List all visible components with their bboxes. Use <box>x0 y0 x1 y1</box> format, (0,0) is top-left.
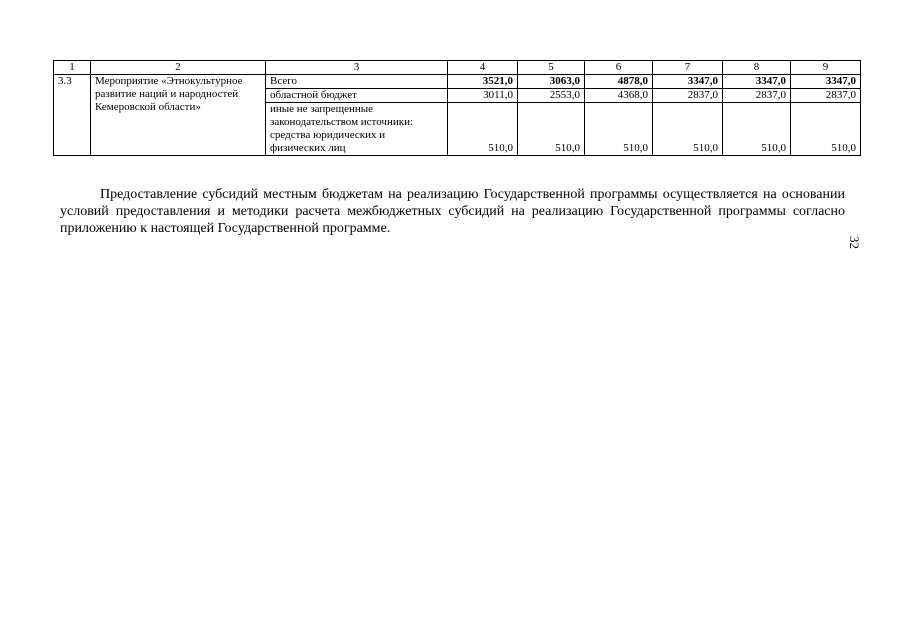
header-cell: 4 <box>448 61 518 75</box>
funding-source-cell: Всего <box>266 75 448 89</box>
value-cell: 2837,0 <box>653 89 723 103</box>
value-cell: 2553,0 <box>518 89 585 103</box>
value-cell: 3521,0 <box>448 75 518 89</box>
header-cell: 2 <box>91 61 266 75</box>
value-cell: 510,0 <box>448 103 518 156</box>
funding-source-cell: областной бюджет <box>266 89 448 103</box>
value-cell: 4878,0 <box>585 75 653 89</box>
event-name-cell: Мероприятие «Этнокультурное развитие наций и народностей Кемеровской области» <box>91 75 266 156</box>
value-cell: 3347,0 <box>723 75 791 89</box>
value-cell: 510,0 <box>653 103 723 156</box>
header-cell: 6 <box>585 61 653 75</box>
value-cell: 510,0 <box>791 103 861 156</box>
table-row-total <box>54 75 861 89</box>
value-cell: 3347,0 <box>791 75 861 89</box>
value-cell: 2837,0 <box>791 89 861 103</box>
header-cell: 3 <box>266 61 448 75</box>
value-cell: 4368,0 <box>585 89 653 103</box>
value-cell: 510,0 <box>585 103 653 156</box>
funding-source-cell: иные не запрещенные законодательством источники: средства юридических и физических лиц <box>266 103 448 156</box>
body-paragraph: Предоставление субсидий местным бюджетам на реализацию Государственной программы осуществляется на основании условий предоставления и методики расчета межбюджетных субсидий на реализацию Государственной программы согласно приложению к настоящей Государственной программе. <box>60 187 845 236</box>
value-cell: 510,0 <box>518 103 585 156</box>
header-row <box>54 61 861 75</box>
value-cell: 3063,0 <box>518 75 585 89</box>
row-number-cell: 3.3 <box>54 75 91 156</box>
value-cell: 3347,0 <box>653 75 723 89</box>
header-cell: 8 <box>723 61 791 75</box>
page-number: 32 <box>847 236 862 249</box>
header-cell: 5 <box>518 61 585 75</box>
value-cell: 2837,0 <box>723 89 791 103</box>
header-cell: 1 <box>54 61 91 75</box>
header-cell: 9 <box>791 61 861 75</box>
budget-table <box>53 60 861 156</box>
value-cell: 510,0 <box>723 103 791 156</box>
value-cell: 3011,0 <box>448 89 518 103</box>
header-cell: 7 <box>653 61 723 75</box>
